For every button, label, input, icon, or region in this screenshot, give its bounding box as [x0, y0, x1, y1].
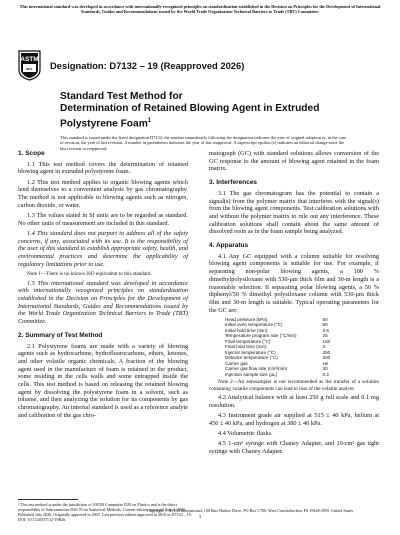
svg-text:ASTM: ASTM: [20, 56, 39, 63]
paragraph-2-1-continued: matograph (GC) with standard solutions allows conversion of the GC response to the amount of blowing agent retained in the foam matrix.: [209, 150, 379, 173]
gc-parameter-label: Initial oven temperature (°C): [225, 322, 283, 328]
section-heading-apparatus: 4. Apparatus: [209, 242, 249, 250]
gc-parameter-value: 50: [322, 316, 328, 322]
note-2: Note 2—An autosampler is not recommended as the transfer of a solution containing volatile components can lead to loss of the volatile analyte.: [209, 379, 379, 392]
gc-parameter-value: He: [322, 360, 329, 366]
gc-parameter-label: Injector temperature (°C): [225, 349, 276, 355]
paragraph-2-1: 2.1 Polystyrene foams are made with a variety of blowing agents such as hydrocarbons, hydrofluorocarbons, ethers, ketones, and other volatile organic chemicals. A fraction of the blowing agent used in the manufacture of foam is retained in the product, some residing in the cells walls and some entrapped inside the cells. This test method is based on releasing the retained blowing agent by dissolving the polystyrene foam in a solvent, such as toluene, and then analyzing the solution for its components by gas chromatography. An internal standard is used as a reference analyte and calibration of the gas chro-: [18, 342, 188, 419]
footnote: ¹ This test method is under the jurisdiction of ASTM Committee D20 on Plastics and is the direct responsibility of Subcommittee D20.70 on Analytical Methods. Current edition approved July 1, 2026. Published July 2026. Originally approved in 2005. Last previous edition approved in 2019 as D7132 – 19. DOI: 10.1520/D7132-19R26.: [18, 502, 192, 522]
gc-parameter-label: Carrier gas: [225, 360, 248, 366]
gc-parameter-value: 3: [322, 344, 326, 350]
gc-parameter-value: 150: [322, 338, 331, 344]
header-notice: This international standard was developed in accordance with internationally recognized principles on standardization established in the Decision on Principles for the Development of International Standards, Guides and Recommendations issued by the World Trade Organization Technical Barriers to Trade (TBT) Committee.: [19, 4, 381, 15]
paragraph-1-2: 1.2 This test method applies to organic blowing agents which lend themselves to a convenient analysis by gas chromatography. The method is not applicable to blowing agents such as nitrogen, carbon dioxide, or water.: [18, 178, 188, 209]
paragraph-1-4: 1.4 This standard does not purport to address all of the safety concerns, if any, associated with its use. It is the responsibility of the user of this standard to establish appropriate safety, health, and environmental practices and determine the applicability of regulatory limitations prior to use.: [18, 229, 188, 268]
section-heading-summary: 2. Summary of Test Method: [18, 331, 103, 339]
gc-parameter-row: [225, 372, 330, 378]
title-line-2: Determination of Retained Blowing Agent in Extruded: [60, 103, 320, 114]
title-line-1: Standard Test Method for: [60, 91, 183, 102]
paragraph-4-2: 4.2 Analytical balance with at least 250 g full scale and 0.1 mg resolution.: [209, 394, 379, 410]
gc-parameter-label: Initial hold time (min): [225, 327, 268, 333]
section-heading-interferences: 3. Interferences: [209, 179, 258, 187]
gc-parameter-value: 30: [322, 366, 328, 372]
astm-logo-icon: [17, 50, 42, 81]
intro-paragraph: This standard is issued under the fixed designation D7132; the number immediately following the designation indicates the year of original adoption or, in the case of revision, the year of last revision. A number in parentheses indicates the year of last reapproval. A superscript epsilon (ε) indicates an editorial change since the last revision or reapproval.: [60, 135, 347, 151]
gc-parameter-value: 3.5: [322, 327, 329, 333]
note-1: Note 1—There is no known ISO equivalent to this standard.: [27, 270, 152, 277]
gc-parameter-label: Final hold time (min): [225, 344, 267, 350]
gc-parameter-value: 300: [322, 355, 331, 361]
gc-parameter-label: Injection sample size (μL): [225, 371, 278, 377]
designation: Designation: D7132 – 19 (Reapproved 2026): [50, 60, 245, 71]
paragraph-1-1: 1.1 This test method covers the determination of retained blowing agent in extruded polystyrene foam.: [18, 160, 188, 176]
gc-parameter-value: 0.2: [322, 371, 329, 377]
paragraph-4-4: 4.4 Volumetric flasks.: [218, 430, 273, 438]
gc-parameter-label: Detector temperature (°C): [225, 355, 278, 361]
gc-parameter-label: Temperature program rate (°C/min): [225, 333, 297, 339]
paragraph-4-3: 4.3 Instrument grade air supplied at 515 ± 40 kPa, helium at 450 ± 40 kPa, and hydrogen at 380 ± 40 kPa.: [209, 412, 379, 428]
svg-text:INTL: INTL: [26, 67, 33, 71]
footnote-divider: [18, 499, 78, 500]
paragraph-4-1: 4.1 Any GC equipped with a column suitable for resolving blowing agent components is suitable for use. For example, if separating non-polar blowing agents, a 100 % dimethylpolysiloxane with 530-μm thick film and 30-m length is a reasonable selection. If separating polar blowing agents, a 50 % diphenyl/50 % dimethyl polysiloxane column with 530-μm thick film and 30-m length is suitable. Typical operating parameters for the GC are:: [209, 252, 379, 314]
right-column: [209, 150, 379, 458]
gc-parameter-label: Final temperature (°C): [225, 338, 271, 344]
astm-international-logo: [17, 50, 42, 81]
title-footnote-ref: 1: [147, 118, 152, 124]
gc-parameter-value: 250: [322, 349, 331, 355]
left-column: [18, 150, 188, 422]
gc-parameter-value: 50: [322, 322, 328, 328]
title-line-3: [60, 115, 360, 130]
paragraph-1-3: 1.3 The values stated in SI units are to be regarded as standard. No other units of measurement are included in this standard.: [18, 211, 188, 227]
page-number: 1: [198, 514, 202, 520]
title-line-3-text: Polystyrene Foam: [60, 118, 148, 130]
paragraph-3-1: 3.1 The gas chromatogram has the potential to contain a signal(s) from the polymer matrix that interferes with the signal(s) from the blowing agent components. Test calibration solutions with and without the polymer matrix to rule out any interference. These calibration solutions shall contain about the same amount of dissolved resin as in the foam sample being analyzed.: [209, 189, 379, 236]
gc-parameters-table: [225, 317, 330, 378]
document-title: [60, 91, 360, 130]
copyright-line: Copyright © ASTM International, 100 Barr Harbor Drive, PO Box C700, West Conshohocken, PA 19428-2959. United States: [146, 508, 354, 513]
paragraph-4-5: 4.5 1-cm³ syringe with Chaney Adapter, and 10-cm³ gas tight syringe with Chaney Adapter.: [209, 440, 379, 456]
paragraph-1-5: 1.5 This international standard was developed in accordance with internationally recognized principles on standardization established in the Decision on Principles for the Development of International Standards, Guides and Recommendations issued by the World Trade Organization Technical Barriers to Trade (TBT) Committee.: [18, 279, 188, 326]
section-heading-scope: 1. Scope: [18, 150, 45, 157]
gc-parameter-value: 25: [322, 333, 328, 339]
gc-parameter-label: Carrier gas flow rate (cm³/min): [225, 366, 288, 372]
gc-parameter-label: Head pressure (kPa): [225, 316, 268, 322]
